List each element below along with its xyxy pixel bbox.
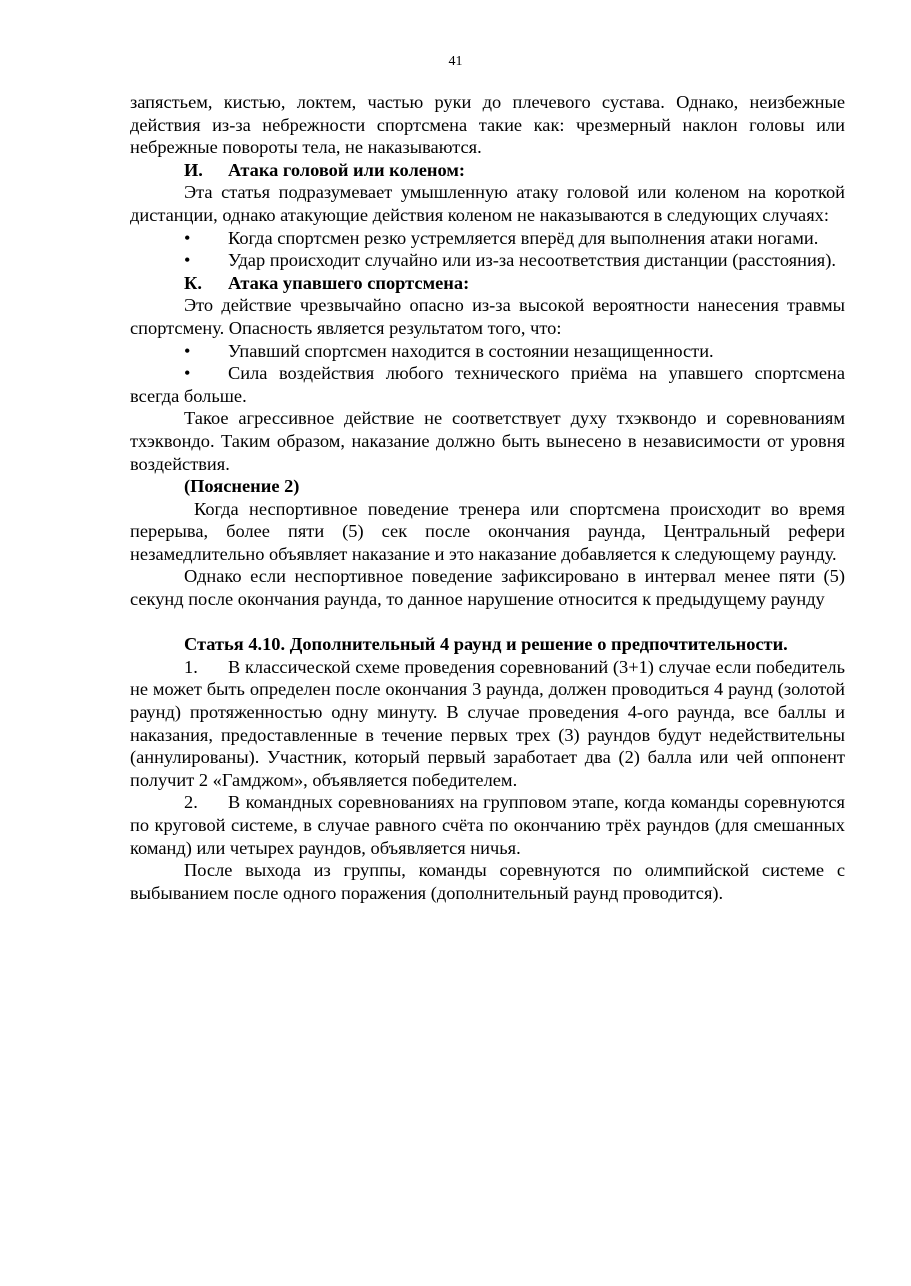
- article-title: Статья 4.10. Дополнительный 4 раунд и решение о предпочтительности.: [184, 634, 788, 655]
- bullet-icon: •: [184, 340, 191, 361]
- bullet-item: [130, 249, 845, 272]
- note-heading: (Пояснение 2): [184, 476, 300, 497]
- section-letter: И.: [184, 159, 203, 180]
- paragraph: Это действие чрезвычайно опасно из-за высокой вероятности нанесения травмы спортсмену. Опасность является результатом того, что:: [130, 295, 845, 338]
- bullet-text: Упавший спортсмен находится в состоянии незащищенности.: [228, 340, 714, 361]
- bullet-text: Удар происходит случайно или из-за несоответствия дистанции (расстояния).: [228, 250, 836, 271]
- item-text: В классической схеме проведения соревнований (3+1) случае если победитель не может быть определен после окончания 3 раунда, должен проводиться 4 раунд (золотой раунд) протяженностью одну минуту. В случае проведения 4-ого раунда, все баллы и наказания, предоставленные в течение первых трех (3) раундов будут недействительны (аннулированы). Участник, который первый заработает два (2) балла или чей оппонент получит 2 «Гамджом», объявляется победителем.: [130, 656, 845, 790]
- bullet-text: Когда спортсмен резко устремляется вперёд для выполнения атаки ногами.: [228, 227, 819, 248]
- bullet-item: [130, 227, 845, 250]
- page-content: [130, 91, 845, 904]
- bullet-item: [130, 362, 845, 407]
- section-heading-k: [130, 272, 845, 295]
- bullet-icon: •: [184, 250, 191, 271]
- section-title: Атака головой или коленом:: [228, 159, 466, 180]
- paragraph: запястьем, кистью, локтем, частью руки до плечевого сустава. Однако, неизбежные действия из-за небрежности спортсмена такие как: чрезмерный наклон головы или небрежные повороты тела, не наказываются.: [130, 92, 845, 158]
- spacer: [130, 611, 845, 634]
- paragraph: Когда неспортивное поведение тренера или спортсмена происходит во время перерыва, более пяти (5) сек после окончания раунда, Центральный рефери незамедлительно объявляет наказание и это наказание добавляется к следующему раунду.: [130, 498, 845, 564]
- numbered-item: [130, 791, 845, 859]
- item-number: 2.: [184, 792, 198, 813]
- page-number: 41: [448, 54, 463, 69]
- paragraph: После выхода из группы, команды соревнуются по олимпийской системе с выбыванием после одного поражения (дополнительный раунд проводится).: [130, 860, 845, 903]
- paragraph: Такое агрессивное действие не соответствует духу тхэквондо и соревнованиям тхэквондо. Таким образом, наказание должно быть вынесено в независимости от уровня воздействия.: [130, 408, 845, 474]
- bullet-item: [130, 340, 845, 363]
- section-letter: К.: [184, 272, 202, 293]
- item-text: В командных соревнованиях на групповом этапе, когда команды соревнуются по круговой системе, в случае равного счёта по окончанию трёх раундов (для смешанных команд) или четырех раундов, объявляется ничья.: [130, 792, 845, 858]
- bullet-icon: •: [184, 227, 191, 248]
- numbered-item: [130, 656, 845, 792]
- item-number: 1.: [184, 656, 198, 677]
- bullet-text: Сила воздействия любого технического приёма на упавшего спортсмена всегда больше.: [130, 363, 845, 406]
- section-heading-i: [130, 159, 845, 182]
- paragraph: Однако если неспортивное поведение зафиксировано в интервал менее пяти (5) секунд после окончания раунда, то данное нарушение относится к предыдущему раунду: [130, 566, 845, 610]
- bullet-icon: •: [184, 363, 191, 384]
- paragraph: Эта статья подразумевает умышленную атаку головой или коленом на короткой дистанции, однако атакующие действия коленом не наказываются в следующих случаях:: [130, 182, 845, 225]
- section-title: Атака упавшего спортсмена:: [228, 272, 470, 293]
